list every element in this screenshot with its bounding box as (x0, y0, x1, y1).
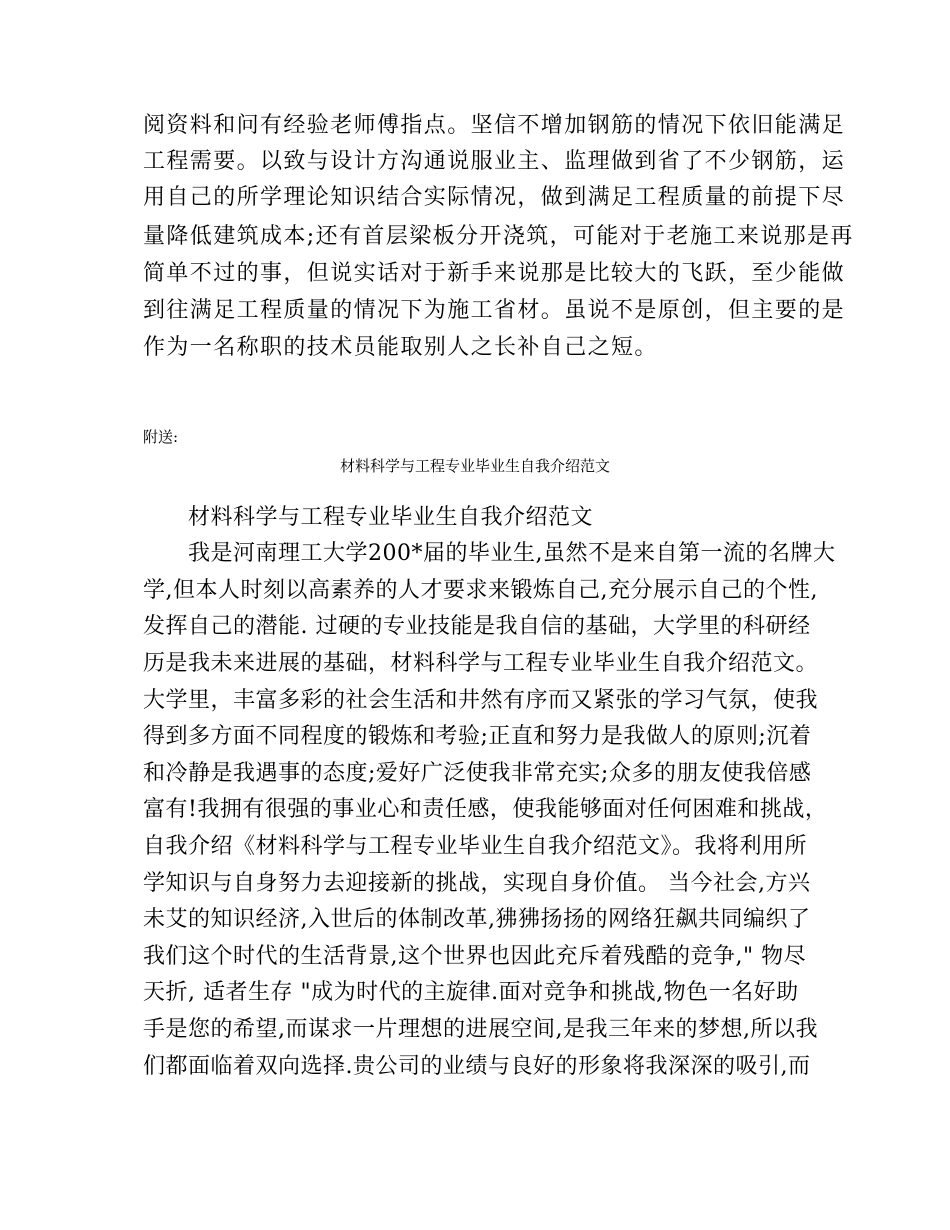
body-line: 我是河南理工大学200*届的毕业生,虽然不是来自第一流的名牌大 (143, 541, 836, 566)
body-line: 未艾的知识经济,入世后的体制改革,狒狒扬扬的网络狂飙共同编织了 (143, 907, 811, 932)
paragraph1-line: 到往满足工程质量的情况下为施工省材。虽说不是原创，但主要的是 (143, 298, 846, 323)
body-line: 和冷静是我遇事的态度;爱好广泛使我非常充实;众多的朋友使我倍感 (143, 761, 812, 786)
paragraph1-line: 量降低建筑成本;还有首层梁板分开浇筑，可能对于老施工来说那是再 (143, 224, 854, 249)
paragraph1-line: 阅资料和问有经验老师傅指点。坚信不增加钢筋的情况下依旧能满足 (143, 113, 846, 138)
body-line: 得到多方面不同程度的锻炼和考验;正直和努力是我做人的原则;沉着 (143, 724, 812, 749)
paragraph1-line: 简单不过的事，但说实话对于新手来说那是比较大的飞跃，至少能做 (143, 261, 846, 286)
body-line: 富有!我拥有很强的事业心和责任感，使我能够面对任何困难和挑战， (143, 797, 828, 822)
body-line: 材料科学与工程专业毕业生自我介绍范文 (143, 505, 594, 530)
body-line: 学,但本人时刻以高素养的人才要求来锻炼自己,充分展示自己的个性, (143, 578, 818, 603)
paragraph1-line: 工程需要。以致与设计方沟通说服业主、监理做到省了不少钢筋，运 (143, 149, 846, 174)
paragraph1-line: 用自己的所学理论知识结合实际情况，做到满足工程质量的前提下尽 (143, 185, 846, 210)
body-line: 发挥自己的潜能. 过硬的专业技能是我自信的基础，大学里的科研经 (143, 614, 811, 639)
paragraph1-line: 作为一名称职的技术员能取别人之长补自己之短。 (143, 335, 658, 360)
appendix-title: 材料科学与工程专业毕业生自我介绍范文 (339, 457, 610, 475)
body-line: 历是我未来进展的基础，材料科学与工程专业毕业生自我介绍范文。 (143, 651, 819, 676)
appendix-label: 附送: (143, 428, 179, 446)
body-line: 大学里，丰富多彩的社会生活和井然有序而又紧张的学习气氛，使我 (143, 688, 819, 713)
body-line: 手是您的希望,而谋求一片理想的进展空间,是我三年来的梦想,所以我 (143, 1017, 818, 1042)
body-line: 我们这个时代的生活背景,这个世界也因此充斥着残酷的竞争," 物尽 (143, 944, 807, 969)
body-line: 学知识与自身努力去迎接新的挑战，实现自身价值。 当今社会,方兴 (143, 871, 811, 896)
body-line: 天折, 适者生存 "成为时代的主旋律.面对竞争和挑战,物色一名好助 (143, 980, 799, 1005)
body-line: 们都面临着双向选择.贵公司的业绩与良好的形象将我深深的吸引,而 (143, 1054, 811, 1079)
body-line: 自我介绍《材料科学与工程专业毕业生自我介绍范文》。我将利用所 (143, 834, 808, 859)
